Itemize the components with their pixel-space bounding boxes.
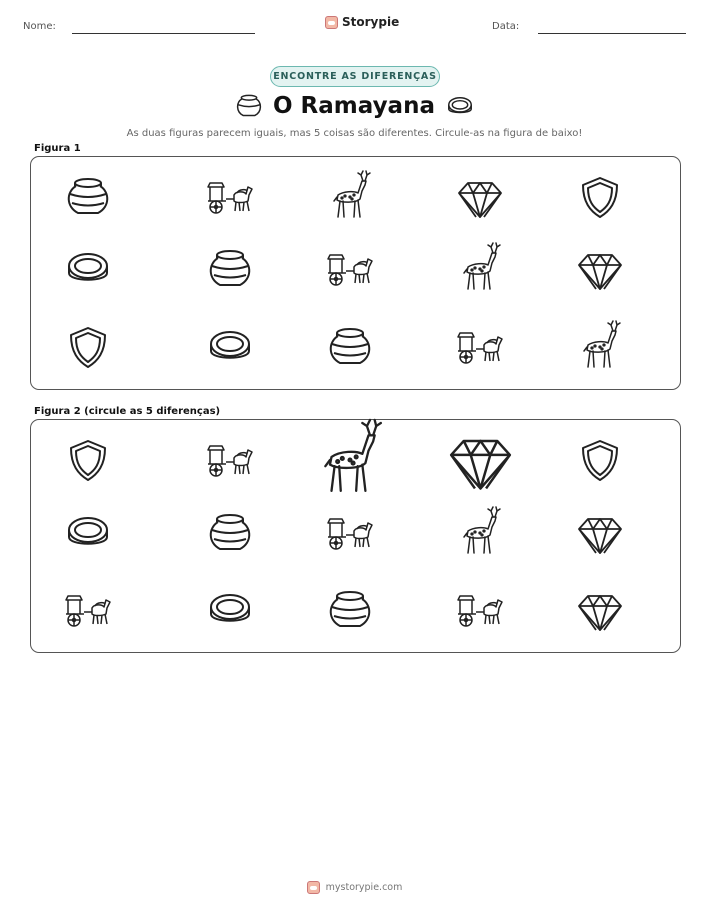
bear-icon [307,881,320,894]
deer-icon [576,323,624,371]
ring-icon[interactable] [64,509,112,557]
deer-icon[interactable] [456,509,504,557]
deer-icon [456,245,504,293]
shield-icon[interactable] [576,436,624,484]
diamond-icon [456,173,504,221]
pot-icon[interactable] [206,509,254,557]
bear-icon [325,16,338,29]
ring-icon [447,93,473,119]
chariot-icon[interactable] [206,436,254,484]
chariot-icon[interactable] [326,509,374,557]
deer-icon [326,173,374,221]
shield-icon [64,323,112,371]
ring-icon[interactable] [206,586,254,634]
footer [0,881,709,894]
footer-url[interactable]: mystorypie.com [325,882,403,893]
ring-icon [206,323,254,371]
chariot-icon[interactable] [456,586,504,634]
ring-icon [64,245,112,293]
figure1-label: Figura 1 [34,143,81,154]
name-label: Nome: [23,21,56,32]
name-field[interactable] [72,33,255,34]
brand-name: Storypie [342,15,400,29]
chariot-icon [326,245,374,293]
deer-icon[interactable] [313,423,387,497]
figure2-label: Figura 2 (circule as 5 diferenças) [34,406,221,417]
brand-logo [325,15,399,29]
activity-badge: ENCONTRE AS DIFERENÇAS [270,66,440,87]
diamond-icon[interactable] [447,427,514,494]
pot-icon [326,323,374,371]
shield-icon[interactable] [64,436,112,484]
pot-icon[interactable] [326,586,374,634]
chariot-icon[interactable] [64,586,112,634]
date-field[interactable] [538,33,686,34]
date-label: Data: [492,21,520,32]
shield-icon [576,173,624,221]
pot-icon [64,173,112,221]
pot-icon [206,245,254,293]
diamond-icon [576,245,624,293]
diamond-icon[interactable] [576,586,624,634]
instructions: As duas figuras parecem iguais, mas 5 coisas são diferentes. Circule-as na figura de baixo! [126,128,583,139]
chariot-icon [206,173,254,221]
chariot-icon [456,323,504,371]
page-title: O Ramayana [273,93,435,119]
diamond-icon[interactable] [576,509,624,557]
